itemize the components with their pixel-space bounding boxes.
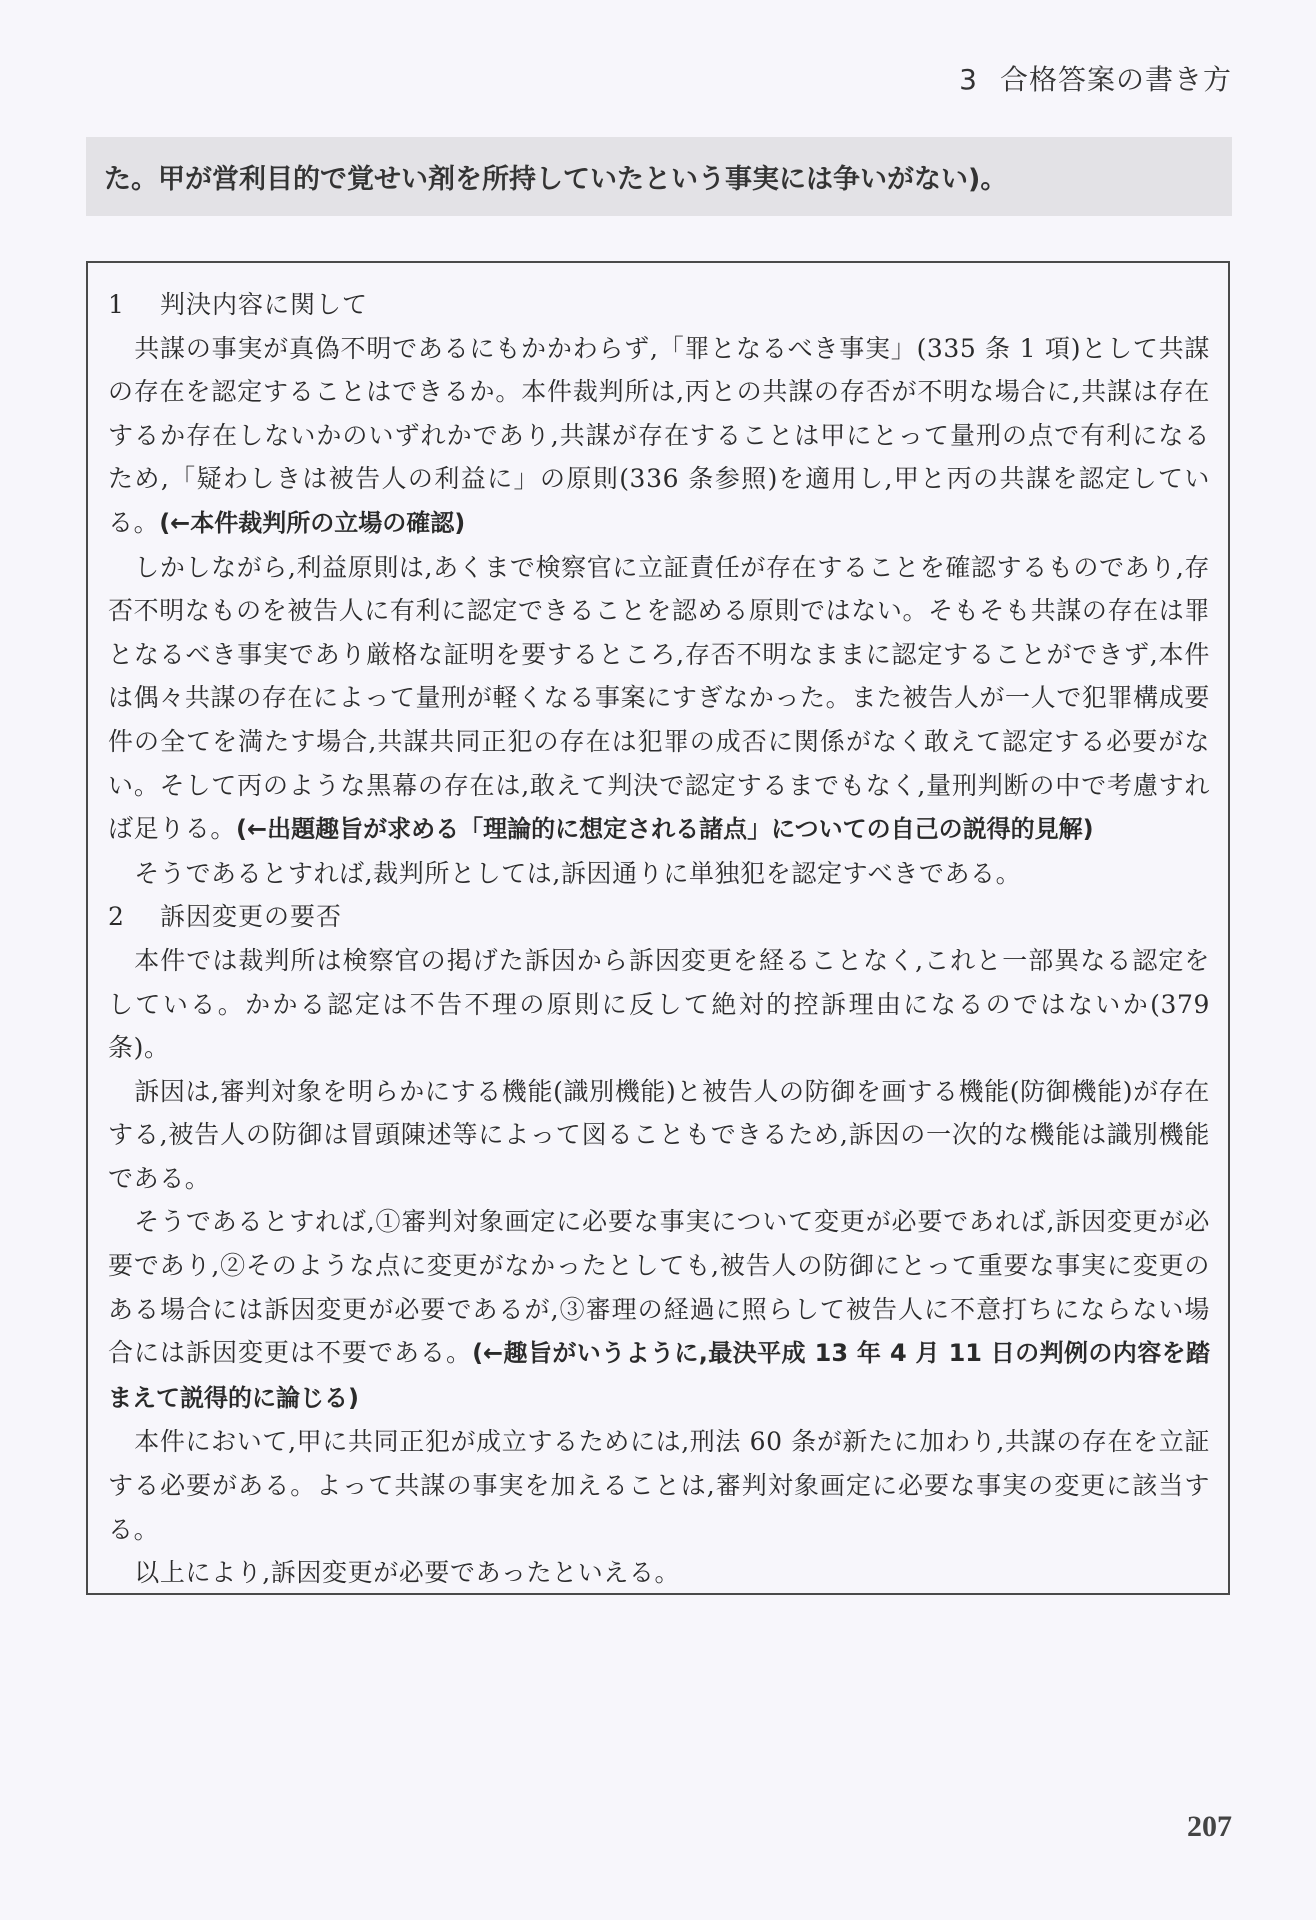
margin-note: (←本件裁判所の立場の確認) xyxy=(159,508,466,537)
section-1-title: 判決内容に関して xyxy=(160,290,369,319)
section-2-paragraph-5 xyxy=(108,1551,1210,1595)
paragraph-text: 本件では裁判所は検察官の掲げた訴因から訴因変更を経ることなく,これと一部異なる認定をしている。かかる認定は不告不理の原則に反して絶対的控訴理由になるのではないか(379 条)。 xyxy=(108,945,1210,1063)
paragraph-text: 以上により,訴因変更が必要であったといえる。 xyxy=(134,1558,681,1588)
section-1-heading xyxy=(108,283,1210,327)
paragraph-text: そうであるとすれば,裁判所としては,訴因通りに単独犯を認定すべきである。 xyxy=(134,858,1022,888)
page-number: 207 xyxy=(1187,1810,1232,1843)
paragraph-text: 本件において,甲に共同正犯が成立するためには,刑法 60 条が新たに加わり,共謀の存在を立証する必要がある。よって共謀の事実を加えることは,審判対象画定に必要な事実の変更に該当する。 xyxy=(108,1427,1210,1544)
section-1-paragraph-2 xyxy=(108,546,1210,852)
model-answer-box xyxy=(86,261,1230,1595)
section-1-number: 1 xyxy=(108,290,125,319)
running-header xyxy=(959,58,1232,98)
section-1-paragraph-3 xyxy=(108,852,1210,896)
section-2-paragraph-4 xyxy=(108,1420,1210,1551)
section-2-heading xyxy=(108,895,1210,939)
paragraph-text: 共謀の事実が真偽不明であるにもかかわらず,「罪となるべき事実」(335 条 1 項)として共謀の存在を認定することはできるか。本件裁判所は,丙との共謀の存否が不明な場合に,共謀は存在するか存在しないかのいずれかであり,共謀が存在することは甲にとって量刑の点で有利になるため,「疑わしきは被告人の利益に」の原則(336 条参照)を適用し,甲と丙の共謀を認定している。 xyxy=(108,333,1210,537)
paragraph-text: そうであるとすれば,①審判対象画定に必要な事実について変更が必要であれば,訴因変更が必要であり,②そのような点に変更がなかったとしても,被告人の防御にとって重要な事実に変更のある場合には訴因変更が必要であるが,③審理の経過に照らして被告人に不意打ちにならない場合には訴因変更は不要である。 xyxy=(108,1207,1210,1368)
continuation-text: た。甲が営利目的で覚せい剤を所持していたという事実には争いがない)。 xyxy=(104,164,1008,195)
continuation-band xyxy=(86,137,1232,216)
section-2-title: 訴因変更の要否 xyxy=(160,902,343,932)
section-2-number: 2 xyxy=(108,902,125,932)
section-1-paragraph-1 xyxy=(108,327,1210,546)
section-2-paragraph-3 xyxy=(108,1200,1210,1420)
margin-note: (←趣旨がいうように,最決平成 13 年 4 月 11 日の判例の内容を踏まえて説得的に論じる) xyxy=(108,1339,1210,1412)
chapter-number: 3 xyxy=(959,63,978,96)
section-2-paragraph-1 xyxy=(108,939,1210,1070)
margin-note: (←出題趣旨が求める「理論的に想定される諸点」についての自己の説得的見解) xyxy=(236,815,1094,844)
section-2-paragraph-2 xyxy=(108,1070,1210,1201)
paragraph-text: しかしながら,利益原則は,あくまで検察官に立証責任が存在することを確認するものであり,存否不明なものを被告人に有利に認定できることを認める原則ではない。そもそも共謀の存在は罪となるべき事実であり厳格な証明を要するところ,存否不明なままに認定することができず,本件は偶々共謀の存在によって量刑が軽くなる事案にすぎなかった。また被告人が一人で犯罪構成要件の全てを満たす場合,共謀共同正犯の存在は犯罪の成否に関係がなく敢えて認定する必要がない。そして丙のような黒幕の存在は,敢えて判決で認定するまでもなく,量刑判断の中で考慮すれば足りる。 xyxy=(108,552,1210,844)
chapter-title: 合格答案の書き方 xyxy=(999,63,1232,96)
paragraph-text: 訴因は,審判対象を明らかにする機能(識別機能)と被告人の防御を画する機能(防御機能)が存在する,被告人の防御は冒頭陳述等によって図ることもできるため,訴因の一次的な機能は識別機能である。 xyxy=(108,1076,1210,1193)
